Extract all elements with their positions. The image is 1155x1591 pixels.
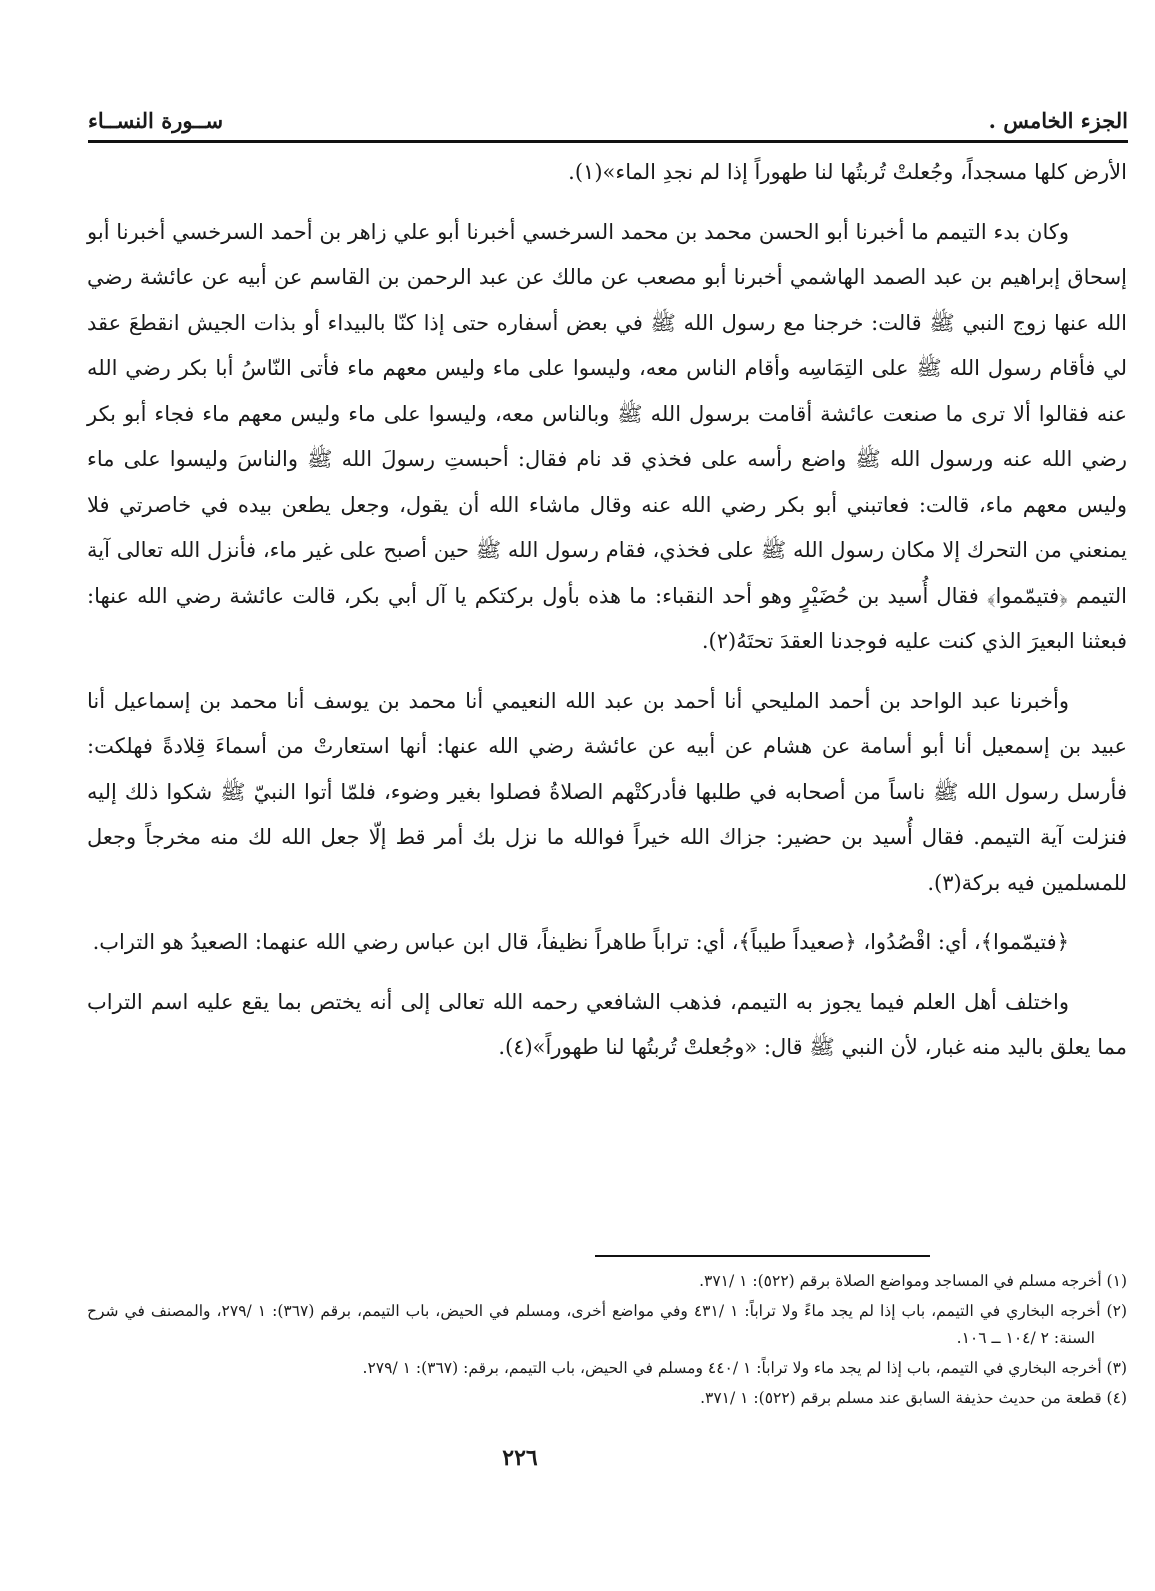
running-head-part: الجزء الخامس . xyxy=(988,107,1128,133)
footnote-3: (٣) أخرجه البخاري في التيمم، باب إذا لم يجد ماء ولا تراباً: ١ /٤٤٠ ومسلم في الحيض، باب التيمم، برقم: (٣٦٧): ١ /٢٧٩. xyxy=(362,1359,1127,1377)
paragraph-necklace-hadith: وأخبرنا عبد الواحد بن أحمد المليحي أنا أحمد بن عبد الله النعيمي أنا محمد بن يوسف أنا محمد بن إسماعيل أنا عبيد بن إسمعيل أنا أبو أسامة عن هشام عن أبيه عن عائشة رضي الله عنها: أنها استعارتْ من أسماءَ قِلادةً فهلكت: فأرسل رسول الله ﷺ ناساً من أصحابه في طلبها فأدركتْهم الصلاةُ فصلوا بغير وضوء، فلمّا أتوا النبيّ ﷺ شكوا ذلك إليه فنزلت آية التيمم. فقال أُسيد بن حضير: جزاك الله خيراً فوالله ما نزل بك أمر قط إلّا جعل الله لك منه مخرجاً وجعل للمسلمين فيه بركة(٣). xyxy=(87,688,1127,895)
main-text xyxy=(87,150,1127,1085)
paragraph-word-meaning: ﴿فتيمّموا﴾، أي: اقْصُدُوا، ﴿صعيداً طيباً﴾، أي: تراباً طاهراً نظيفاً، قال ابن عباس رضي الله عنهما: الصعيدُ هو التراب. xyxy=(92,930,1069,954)
running-head xyxy=(88,100,1128,140)
footnote-1: (١) أخرجه مسلم في المساجد ومواضع الصلاة برقم (٥٢٢): ١ /٣٧١. xyxy=(699,1272,1127,1290)
running-head-surah: ســورة النســاء xyxy=(88,107,224,133)
paragraph-continued: الأرض كلها مسجداً، وجُعلتْ تُربتُها لنا طهوراً إذا لم نجدِ الماء»(١). xyxy=(568,160,1127,184)
footnotes xyxy=(87,1268,1127,1415)
footnote-2: (٢) أخرجه البخاري في التيمم، باب إذا لم يجد ماءً ولا تراباً: ١ /٤٣١ وفي مواضع أخرى، ومسلم في الحيض، باب التيمم، برقم (٣٦٧): ١ /٢٧٩، والمصنف في شرح السنة: ٢ /١٠٤ ــ ١٠٦. xyxy=(87,1302,1127,1347)
page-number: ٢٢٦ xyxy=(502,1445,538,1471)
footnote-4: (٤) قطعة من حديث حذيفة السابق عند مسلم برقم (٥٢٢): ١ /٣٧١. xyxy=(700,1389,1127,1407)
footnote-rule xyxy=(595,1255,930,1257)
paragraph-scholars-differ: واختلف أهل العلم فيما يجوز به التيمم، فذهب الشافعي رحمه الله تعالى إلى أنه يختص بما يقع عليه اسم التراب مما يعلق باليد منه غبار، لأن النبي ﷺ قال: «وجُعلتْ تُربتُها لنا طهوراً»(٤). xyxy=(87,989,1127,1059)
header-rule xyxy=(88,140,1128,143)
paragraph-tayammum-origin: وكان بدء التيمم ما أخبرنا أبو الحسن محمد بن محمد السرخسي أخبرنا أبو علي زاهر بن أحمد السرخسي أخبرنا أبو إسحاق إبراهيم بن عبد الصمد الهاشمي أخبرنا أبو مصعب عن مالك عن عبد الرحمن بن القاسم عن أبيه عن عائشة رضي الله عنها زوج النبي ﷺ قالت: خرجنا مع رسول الله ﷺ في بعض أسفاره حتى إذا كنّا بالبيداء أو بذات الجيش انقطعَ عقد لي فأقام رسول الله ﷺ على التِمَاسِه وأقام الناس معه، وليسوا على ماء وليس معهم ماء فأتى النّاسُ أبا بكر رضي الله عنه فقالوا ألا ترى ما صنعت عائشة أقامت برسول الله ﷺ وبالناس معه، وليسوا على ماء وليس معهم ماء فجاء أبو بكر رضي الله عنه ورسول الله ﷺ واضع رأسه على فخذي قد نام فقال: أحبستِ رسولَ الله ﷺ والناسَ وليسوا على ماء وليس معهم ماء، قالت: فعاتبني أبو بكر رضي الله عنه وقال ماشاء الله أن يقول، وجعل يطعن بيده في خاصرتي فلا يمنعني من التحرك إلا مكان رسول الله ﷺ على فخذي، فقام رسول الله ﷺ حين أصبح على غير ماء، فأنزل الله تعالى آية التيمم ﴿فتيمّموا﴾ فقال أُسيد بن حُضَيْرٍ وهو أحد النقباء: ما هذه بأول بركتكم يا آل أبي بكر، قالت عائشة رضي الله عنها: فبعثنا البعيرَ الذي كنت عليه فوجدنا العقدَ تحتَهُ(٢). xyxy=(87,219,1128,653)
